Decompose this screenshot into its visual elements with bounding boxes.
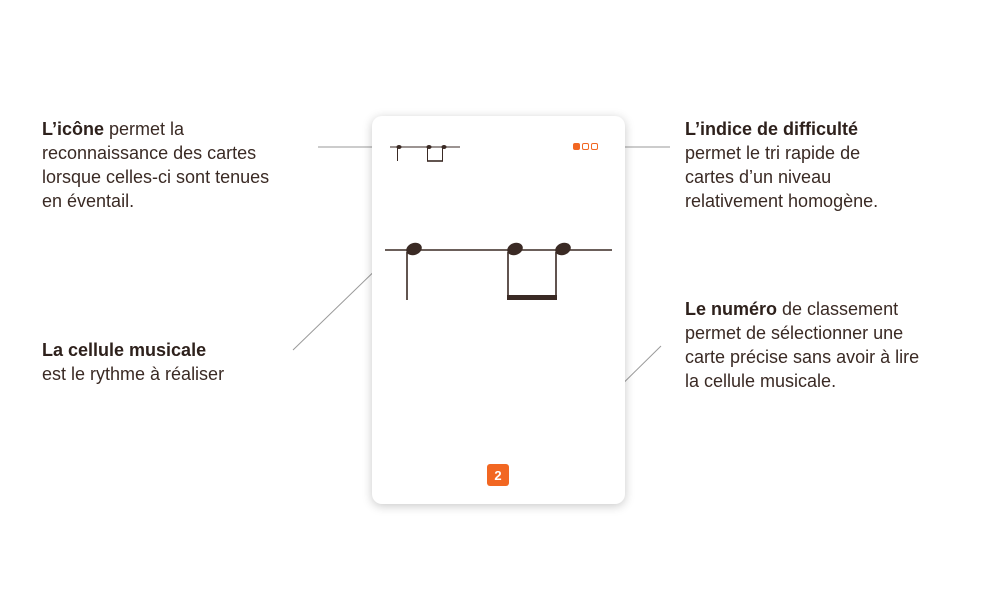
annotation-difficulty-title: L’indice de difficulté (685, 119, 859, 139)
annotation-icon-line: lorsque celles-ci sont tenues (42, 167, 270, 187)
annotation-number-line: permet de sélectionner une (685, 323, 904, 343)
annotation-number-title: Le numéro (685, 299, 778, 319)
annotation-icon (42, 117, 269, 213)
musical-cell (385, 241, 612, 300)
annotation-icon-line: reconnaissance des cartes (42, 143, 257, 163)
annotation-difficulty-line: relativement homogène. (685, 191, 879, 211)
rhythm-card (372, 116, 625, 504)
card-number-badge: 2 (487, 464, 509, 486)
difficulty-dot-empty (591, 143, 598, 150)
difficulty-dot-filled (573, 143, 580, 150)
annotation-cell-title: La cellule musicale (42, 340, 207, 360)
difficulty-indicator (573, 143, 598, 150)
annotation-number-line: la cellule musicale. (685, 371, 837, 391)
annotation-difficulty-line: permet le tri rapide de (685, 143, 861, 163)
quarter-note (404, 241, 423, 300)
annotation-number-line: carte précise sans avoir à lire (685, 347, 920, 367)
annotation-icon-line: en éventail. (42, 191, 135, 211)
annotation-icon-title: L’icône (42, 119, 105, 139)
note-beam (507, 295, 557, 300)
annotation-cell-line: est le rythme à réaliser (42, 364, 225, 384)
card-artwork (372, 116, 625, 504)
annotation-difficulty (685, 117, 878, 213)
card-icon-rhythm-mini (390, 145, 460, 161)
annotation-cell (42, 338, 224, 386)
annotation-icon-title-rest: permet la (104, 119, 185, 139)
difficulty-dot-empty (582, 143, 589, 150)
annotation-number (685, 297, 919, 393)
annotation-difficulty-line: cartes d’un niveau (685, 167, 832, 187)
annotation-number-title-rest: de classement (777, 299, 899, 319)
